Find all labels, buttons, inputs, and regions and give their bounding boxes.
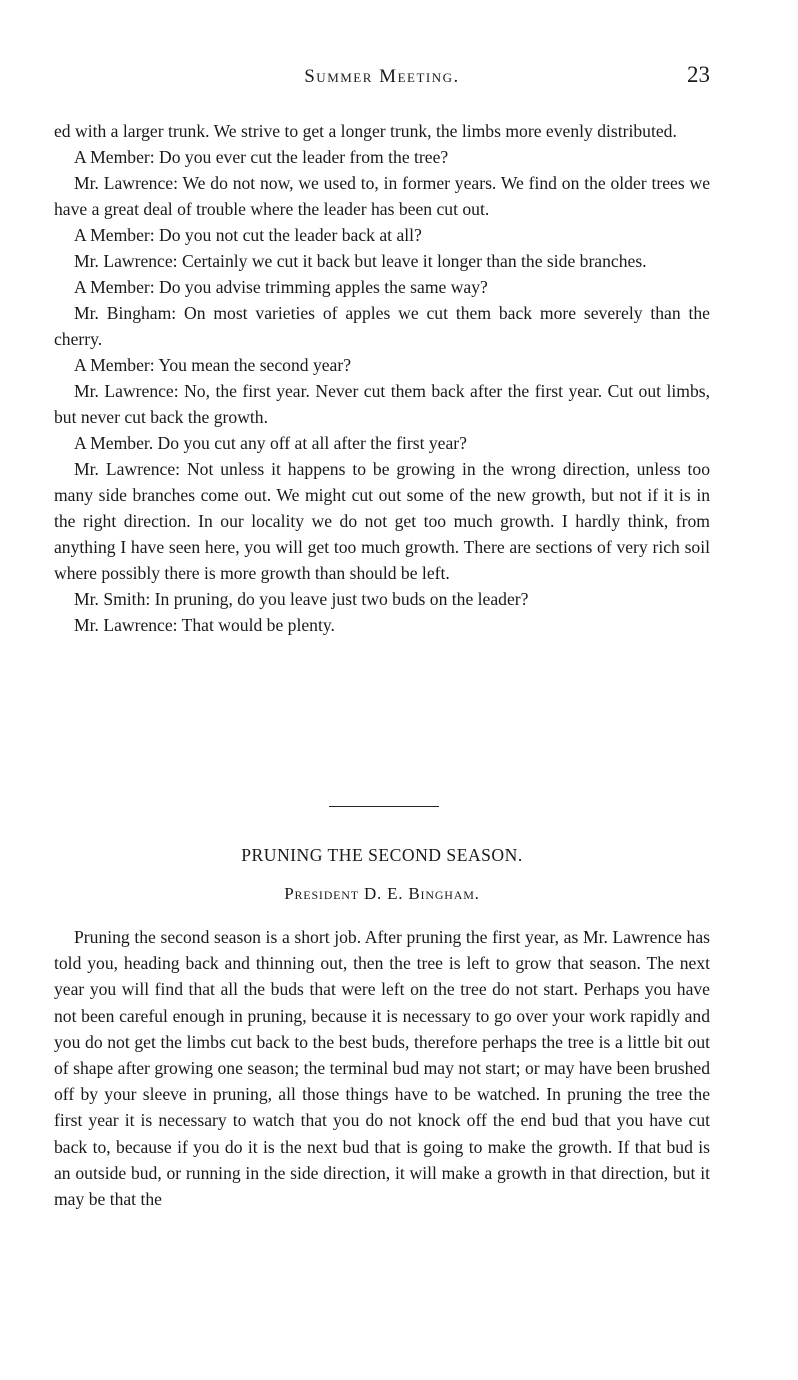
paragraph: Mr. Bingham: On most varieties of apples we cut them back more severely than the cherry. xyxy=(54,303,710,349)
paragraph: A Member. Do you cut any off at all after the first year? xyxy=(74,433,467,453)
page-number: 23 xyxy=(687,62,710,87)
section-heading: PRUNING THE SECOND SEASON. xyxy=(241,845,523,865)
paragraph: Mr. Lawrence: No, the first year. Never cut them back after the first year. Cut out limbs, but never cut back the growth. xyxy=(54,381,710,427)
paragraph: A Member: Do you advise trimming apples the same way? xyxy=(74,277,488,297)
paragraph: Mr. Lawrence: That would be plenty. xyxy=(74,615,335,635)
paragraph: Mr. Lawrence: Not unless it happens to be growing in the wrong direction, unless too many side branches come out. We might cut out some of the new growth, but not if it is in the right direction. In our locality we do not get too much growth. I hardly think, from anything I have seen here, you will get too much growth. There are sections of very rich soil where possibly there is more growth than should be left. xyxy=(54,459,710,583)
paragraph: Mr. Lawrence: We do not now, we used to, in former years. We find on the older trees we have a great deal of trouble where the leader has been cut out. xyxy=(54,173,710,219)
paragraph: A Member: Do you not cut the leader back at all? xyxy=(74,225,422,245)
paragraph: Mr. Smith: In pruning, do you leave just two buds on the leader? xyxy=(74,589,529,609)
section-divider xyxy=(329,806,439,807)
paragraph: A Member: Do you ever cut the leader from the tree? xyxy=(74,147,449,167)
paragraph: ed with a larger trunk. We strive to get a longer trunk, the limbs more evenly distributed. xyxy=(54,121,677,141)
paragraph: A Member: You mean the second year? xyxy=(74,355,352,375)
author-byline: President D. E. Bingham. xyxy=(284,884,480,903)
running-head xyxy=(54,62,710,92)
paragraph: Mr. Lawrence: Certainly we cut it back but leave it longer than the side branches. xyxy=(74,251,647,271)
paragraph: Pruning the second season is a short job. After pruning the first year, as Mr. Lawrence has told you, heading back and thinning out, then the tree is left to grow that season. The next year you will find that all the buds that were left on the tree do not start. Perhaps you have not been careful enough in pruning, because it is necessary to go over your work rapidly and you do not get the limbs cut back to the best buds, therefore perhaps the tree is a little bit out of shape after growing one season; the terminal bud may not start; or may have been brushed off by your sleeve in pruning, all those things have to be watched. In pruning the tree the first year it is necessary to watch that you do not knock off the end bud that you have cut back to, because if you do it is the next bud that is going to make the growth. If that bud is an outside bud, or running in the side direction, it will make a growth in that direction, but it may be that the xyxy=(54,927,710,1210)
discussion-text xyxy=(54,118,710,638)
section-text xyxy=(54,924,710,1212)
running-title: Summer Meeting. xyxy=(304,66,460,87)
